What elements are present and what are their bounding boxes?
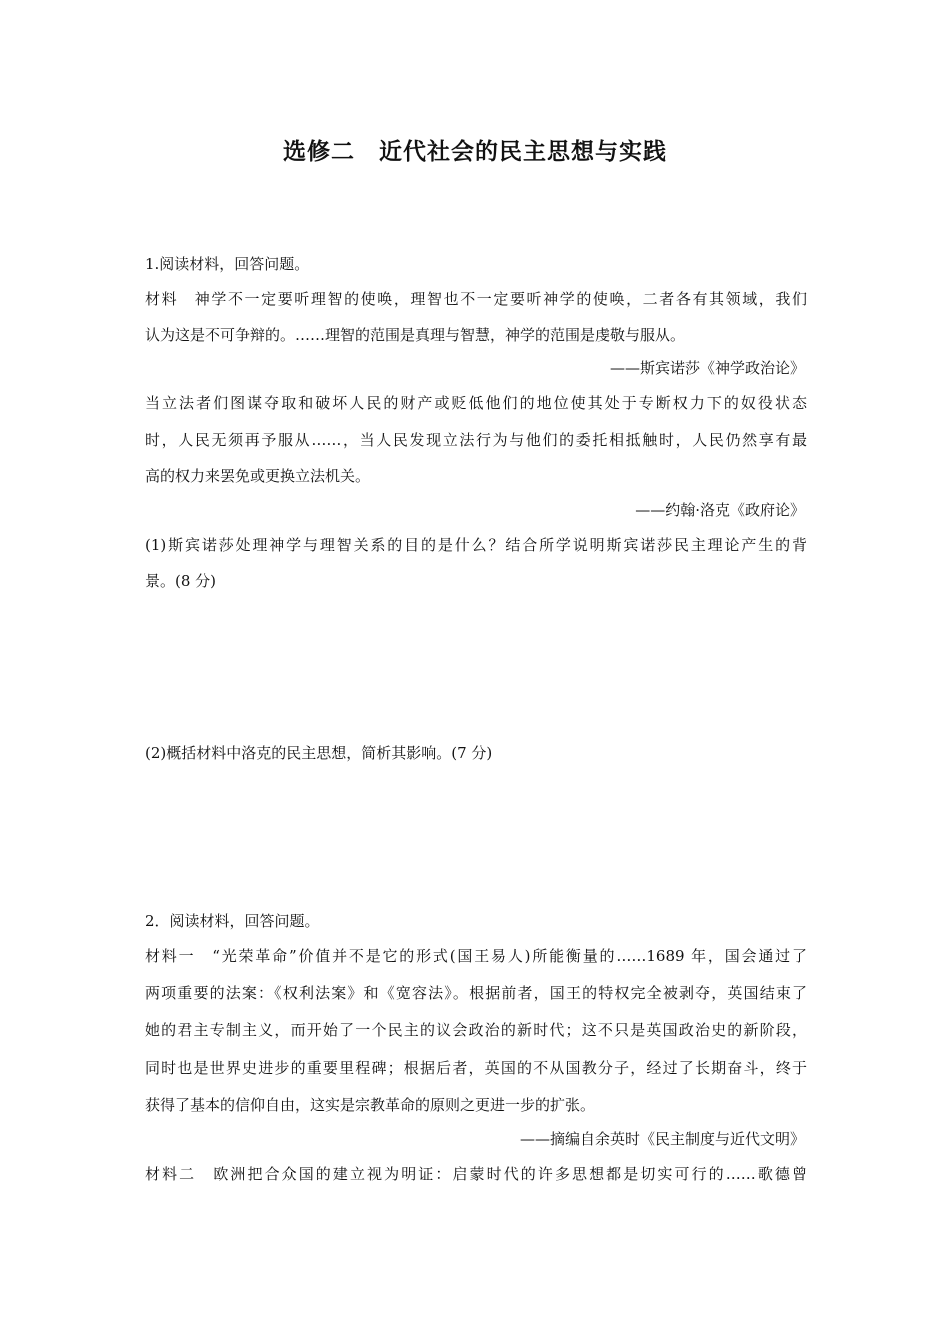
q1-prompt: 1.阅读材料，回答问题。 — [145, 255, 310, 273]
q2-material1-line: 同时也是世界史进步的重要里程碑；根据后者，英国的不从国教分子，经过了长期奋斗，终于 — [145, 1059, 807, 1077]
page-title: 选修二 近代社会的民主思想与实践 — [283, 139, 667, 165]
q1-source-spinoza: ——斯宾诺莎《神学政治论》 — [609, 359, 805, 377]
q1-material2-line: 当立法者们图谋夺取和破坏人民的财产或贬低他们的地位使其处于专断权力下的奴役状态 — [145, 394, 807, 412]
q1-subquestion-1-cont: 景。(8 分) — [145, 572, 217, 590]
q1-material-line: 认为这是不可争辩的。……理智的范围是真理与智慧，神学的范围是虔敬与服从。 — [145, 326, 686, 344]
q2-material1-line: 两项重要的法案：《权利法案》和《宽容法》。根据前者，国王的特权完全被剥夺，英国结束了 — [145, 984, 807, 1002]
q1-subquestion-2: (2)概括材料中洛克的民主思想，简析其影响。(7 分) — [145, 744, 493, 762]
q2-material1-line: 她的君主专制主义，而开始了一个民主的议会政治的新时代；这不只是英国政治史的新阶段， — [145, 1021, 807, 1039]
q2-material1-line: 获得了基本的信仰自由，这实是宗教革命的原则之更进一步的扩张。 — [145, 1096, 596, 1114]
q2-material1-line: 材料一 “光荣革命”价值并不是它的形式(国王易人)所能衡量的……1689 年，国会通过了 — [145, 947, 807, 965]
q1-material-line: 材料 神学不一定要听理智的使唤，理智也不一定要听神学的使唤，二者各有其领域，我们 — [145, 290, 807, 308]
q1-source-locke: ——约翰·洛克《政府论》 — [635, 501, 805, 519]
q1-subquestion-1: (1)斯宾诺莎处理神学与理智关系的目的是什么？结合所学说明斯宾诺莎民主理论产生的背 — [145, 536, 807, 554]
q2-prompt: 2．阅读材料，回答问题。 — [145, 912, 320, 930]
q1-material2-line: 高的权力来罢免或更换立法机关。 — [145, 467, 371, 485]
q2-material2-line: 材料二 欧洲把合众国的建立视为明证：启蒙时代的许多思想都是切实可行的……歌德曾 — [145, 1165, 807, 1183]
q2-source-yu: ——摘编自余英时《民主制度与近代文明》 — [519, 1130, 805, 1148]
q1-material2-line: 时，人民无须再予服从……，当人民发现立法行为与他们的委托相抵触时，人民仍然享有最 — [145, 431, 807, 449]
